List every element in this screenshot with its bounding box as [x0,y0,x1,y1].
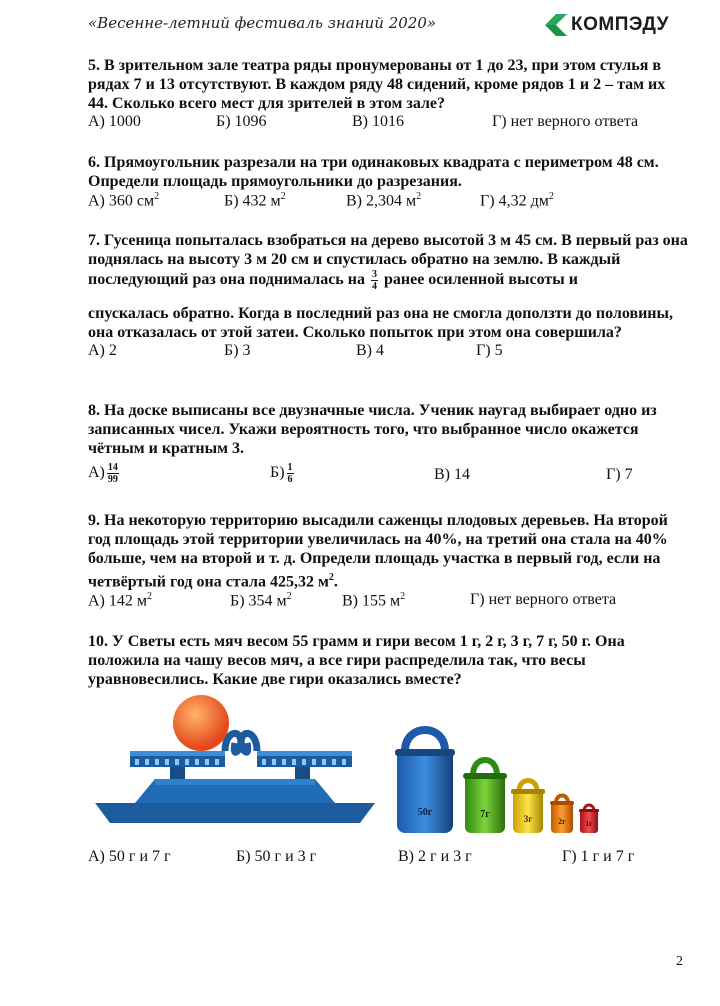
answer-a[interactable]: А) 1000 [88,113,141,130]
answer-options [88,848,688,868]
header-title: «Весенне-летний фестиваль знаний 2020» [88,14,437,32]
svg-text:2г: 2г [558,817,566,826]
weight-50g [395,730,455,833]
question-text: 5. В зрительном зале театра ряды пронумерованы от 1 до 23, при этом стулья в рядах 7 и 13 отсутствуют. В каждом ряду 48 сидений, кроме рядов 1 и 2 – там их 44. Сколько всего мест для зрителей в этом зале? [88,57,666,112]
answer-v[interactable]: В) 4 [356,342,384,359]
answer-v[interactable]: В) 1016 [352,113,404,130]
answer-b[interactable]: Б) 50 г и 3 г [236,848,317,865]
answer-g[interactable]: Г) 1 г и 7 г [562,848,635,865]
ball-icon [173,695,229,751]
answer-v[interactable]: В) 2 г и 3 г [398,848,472,865]
answer-a[interactable]: А) 360 $см^2$ [88,191,160,210]
fraction-three-quarters: $\frac{3}{4}$ [371,269,377,292]
question-8 [88,401,688,486]
answer-g[interactable]: Г) нет верного ответа [492,113,639,130]
svg-text:50г: 50г [417,807,433,818]
question-text: 10. У Светы есть мяч весом 55 грамм и гири весом 1 г, 2 г, 3 г, 7 г, 50 г. Она положила на чашу весов мяч, а все гири распределила так, что весы уравновесились. Какие две гири оказались вместе? [88,633,625,688]
answer-options [88,342,688,362]
answer-options [88,113,688,133]
svg-text:1г: 1г [585,820,593,828]
question-10 [88,632,688,689]
answer-b[interactable]: Б) 3 [224,342,251,359]
answer-b[interactable]: Б) 432 $м^2$ [224,191,286,210]
answer-a[interactable]: А) 50 г и 7 г [88,848,171,865]
logo [543,12,669,38]
question-text: 7. Гусеница попыталась взобраться на дерево высотой 3 м 45 см. В первый раз она поднялась на высоту 3 м 20 см и спустилась обратно на землю. В каждый последующий раз она поднималась на $\frac{3}{4}$ ранее осиленной высоты и спускалась обратно. Когда в последний раз она не смогла доползти до половины, она отказалась от этой затеи. Сколько попыток при этом она совершила? [88,232,688,341]
answer-v[interactable]: В) 2,304 $м^2$ [346,191,422,210]
kompedu-logo-icon [543,12,569,38]
logo-text: КОМПЭДУ [571,14,669,35]
answer-options [88,591,688,611]
question-text: 6. Прямоугольник разрезали на три одинаковых квадрата с периметром 48 см. Определи площадь прямоугольники до разрезания. [88,154,659,190]
answer-g[interactable]: Г) 7 [606,466,633,483]
answer-g[interactable]: Г) 5 [476,342,503,359]
question-text: 8. На доске выписаны все двузначные числа. Ученик наугад выбирает одно из записанных чисел. Укажи вероятность того, что выбранное число окажется чётным и кратным 3. [88,402,657,457]
weight-2g [550,796,574,834]
balance-scale [95,733,375,823]
svg-text:3г: 3г [523,814,533,824]
question-5 [88,56,688,133]
answer-options [88,462,688,486]
page-number: 2 [676,954,683,969]
question-9 [88,511,688,611]
answer-a[interactable]: А) $\frac{14}{99}$ [88,462,118,485]
question-text: 9. На некоторую территорию высадили саженцы плодовых деревьев. На второй год площадь этой территории увеличилась на 40%, на третий она стала на 40% больше, чем на второй и т. д. Определи площадь участка в первый год, если на четвёртый год она стала 425,32 $м^2$. [88,512,668,591]
answer-v[interactable]: В) 155 $м^2$ [342,591,406,610]
answer-b[interactable]: Б) $\frac{1}{6}$ [270,462,293,485]
question-6 [88,153,688,211]
answer-b[interactable]: Б) 1096 [216,113,267,130]
weight-1g [579,805,599,833]
weight-3g [511,781,545,834]
svg-text:7г: 7г [480,809,490,820]
question-10-answers [88,848,688,868]
answer-a[interactable]: А) 2 [88,342,117,359]
answer-b[interactable]: Б) 354 $м^2$ [230,591,292,610]
question-7 [88,231,688,362]
answer-a[interactable]: А) 142 $м^2$ [88,591,153,610]
answer-v[interactable]: В) 14 [434,466,470,483]
answer-options [88,191,688,211]
weight-7g [463,760,507,833]
answer-g[interactable]: Г) 4,32 $дм^2$ [480,191,554,210]
answer-g[interactable]: Г) нет верного ответа [470,591,617,609]
scale-and-weights-illustration [95,693,615,843]
